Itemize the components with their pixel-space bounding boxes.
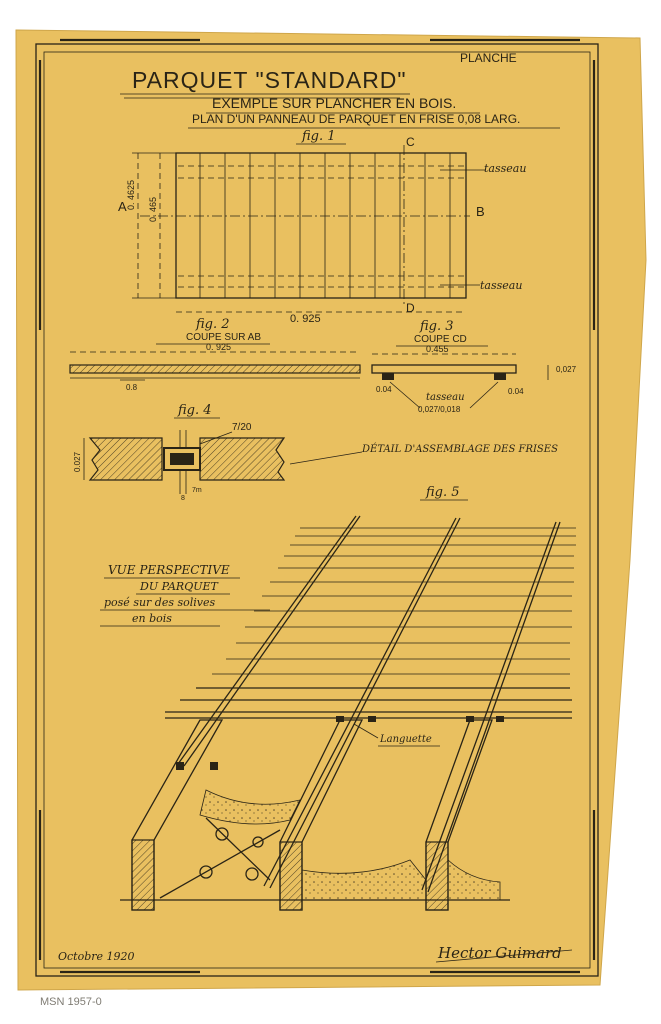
sheet-subtitle: EXEMPLE SUR PLANCHER EN BOIS. [212, 95, 457, 111]
fig1-point-d: D [406, 301, 415, 315]
fig1-label: fig. 1 [302, 129, 336, 144]
fig2-dim-spacing: 0.8 [126, 383, 138, 392]
fig1-dim-height-inner: 0. 465 [148, 196, 158, 222]
fig1-point-a: A [118, 199, 127, 214]
fig4-dim-thickness: 0.027 [73, 451, 82, 472]
fig3-dim-height: 0,027 [556, 365, 577, 374]
fig1-tasseau-top: tasseau [484, 162, 527, 175]
plan-title: PLAN D'UN PANNEAU DE PARQUET EN FRISE 0,08 LARG. [192, 112, 521, 126]
fig3-dim-left: 0.04 [376, 385, 392, 394]
sheet-title: PARQUET "STANDARD" [132, 67, 407, 93]
fig4-caption: DÉTAIL D'ASSEMBLAGE DES FRISES [362, 444, 558, 455]
fig3-tasseau-dim: 0,027/0,018 [418, 405, 461, 414]
paper-background [16, 30, 646, 990]
fig4-dim-bottom2: 7m [192, 487, 202, 494]
fig1-dim-height-outer: 0. 4625 [126, 179, 136, 210]
fig2-dim-width: 0. 925 [206, 342, 232, 352]
fig5-caption-line1: VUE PERSPECTIVE [108, 563, 230, 577]
archive-mark: MSN 1957-0 [40, 996, 102, 1008]
fig3-label: fig. 3 [420, 319, 454, 334]
fig4-label: fig. 4 [178, 403, 212, 418]
fig3-tasseau: tasseau [426, 392, 465, 403]
fig5-label: fig. 5 [426, 485, 460, 500]
fig5-caption-line2: DU PARQUET [140, 580, 218, 593]
fig5-caption-line3: posé sur des solives [104, 596, 216, 609]
signature: Hector Guimard [438, 944, 562, 962]
fig2-label: fig. 2 [196, 317, 230, 332]
fig3-dim-right: 0.04 [508, 387, 524, 396]
fig4-dim-tongue: 7/20 [232, 422, 252, 433]
fig2-caption: COUPE SUR AB [186, 332, 262, 343]
drawing-date: Octobre 1920 [58, 950, 135, 963]
planche-label: PLANCHE [460, 51, 517, 65]
fig1-dim-width: 0. 925 [290, 313, 321, 325]
fig1-point-b: B [476, 204, 485, 219]
fig3-dim-width: 0.455 [426, 344, 449, 354]
fig5-caption-line4: en bois [132, 612, 172, 625]
fig1-tasseau-bottom: tasseau [480, 279, 523, 292]
fig4-dim-bottom: 8 [181, 495, 185, 502]
fig3-caption: COUPE CD [414, 334, 467, 345]
fig5-languette: Languette [380, 734, 432, 745]
fig1-point-c: C [406, 135, 415, 149]
